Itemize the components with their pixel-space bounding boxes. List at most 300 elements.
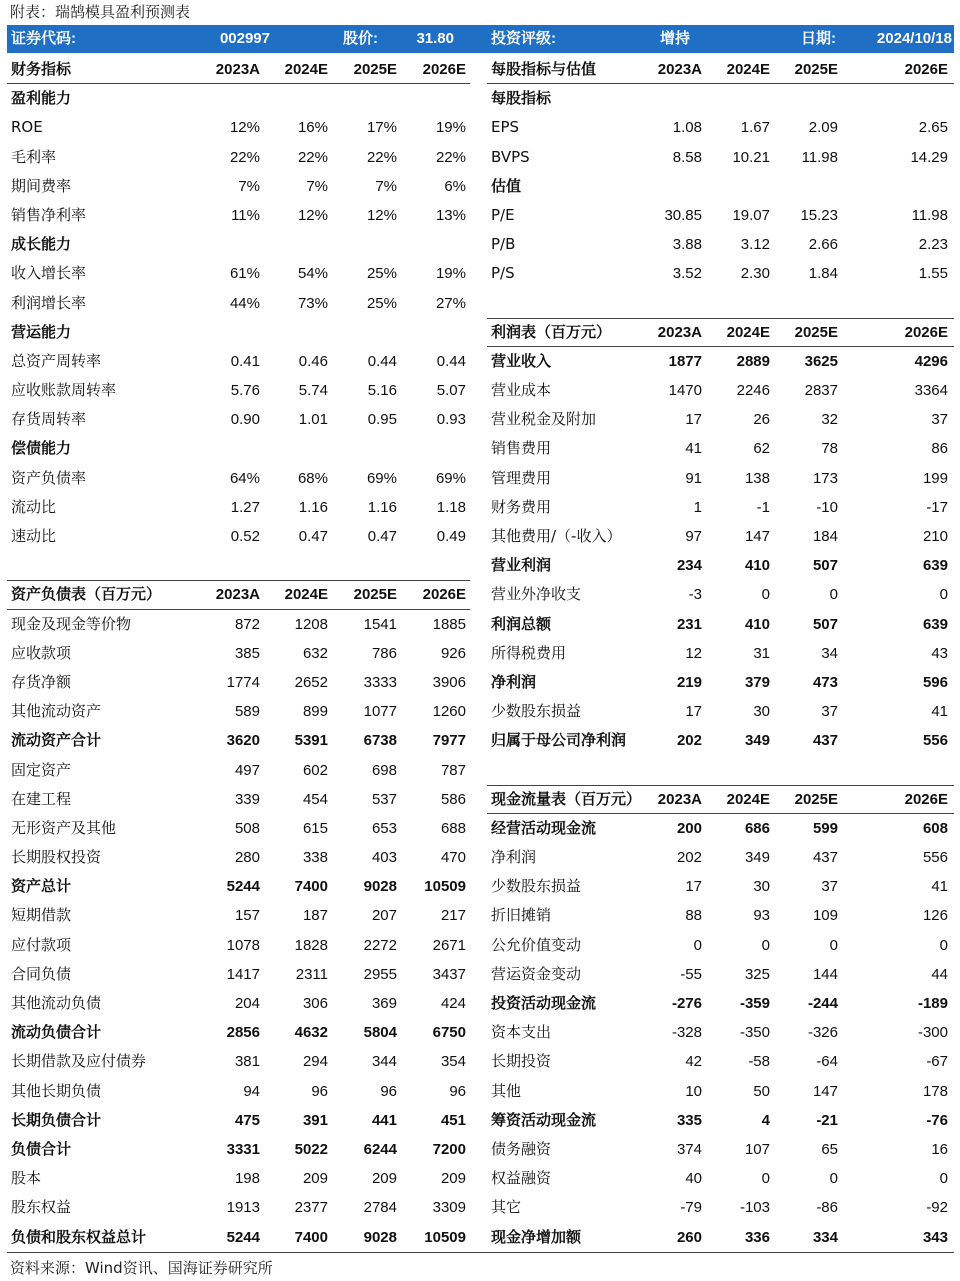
- row-value: 599: [812, 819, 838, 837]
- row-label: 无形资产及其他: [11, 818, 117, 837]
- row-label: 在建工程: [11, 789, 72, 808]
- row-value: 586: [440, 790, 466, 808]
- row-value: 11.98: [911, 206, 948, 224]
- row-value: 11%: [231, 206, 260, 224]
- row-value: 219: [676, 673, 702, 691]
- table-row: [487, 1047, 954, 1076]
- summary-bar: [7, 25, 954, 53]
- table-row: [487, 872, 954, 901]
- spacer-row: [7, 551, 470, 580]
- row-label: 负债和股东权益总计: [11, 1227, 147, 1246]
- row-value: 97: [685, 528, 702, 545]
- row-label: 现金及现金等价物: [11, 614, 132, 633]
- row-value: 8.58: [672, 148, 702, 166]
- row-value: 507: [812, 615, 838, 633]
- row-value: -300: [917, 1024, 948, 1042]
- row-value: 2272: [363, 936, 397, 954]
- table-row: [7, 697, 470, 726]
- price-label: 股价:: [343, 30, 378, 47]
- row-value: -244: [807, 995, 838, 1012]
- row-value: 91: [685, 469, 702, 487]
- rating-label: 投资评级:: [491, 30, 556, 47]
- row-label: 总资产周转率: [11, 351, 102, 370]
- total-row: [7, 872, 470, 901]
- row-value: 1470: [668, 382, 702, 400]
- row-value: 50: [753, 1082, 770, 1100]
- row-label: 权益融资: [491, 1169, 552, 1188]
- row-value: 64%: [229, 469, 260, 487]
- row-value: 451: [440, 1111, 466, 1129]
- row-value: 5.76: [230, 382, 260, 400]
- table-row: [487, 1135, 954, 1164]
- row-value: 2784: [363, 1199, 397, 1217]
- row-value: 2025E: [794, 790, 838, 808]
- row-label: 收入增长率: [11, 264, 87, 283]
- row-value: -1: [756, 498, 770, 516]
- row-label: 应收款项: [11, 643, 72, 662]
- row-value: 11.98: [801, 148, 838, 166]
- row-value: 1541: [363, 615, 397, 633]
- row-label: 利润增长率: [11, 293, 87, 312]
- row-value: 2837: [804, 382, 838, 400]
- row-label: 合同负债: [11, 964, 72, 983]
- row-value: 3.12: [740, 236, 770, 254]
- row-value: 12%: [366, 206, 397, 224]
- table-row: [7, 931, 470, 960]
- row-value: 138: [744, 469, 770, 487]
- row-value: 0.90: [230, 411, 260, 429]
- row-label: 营运资金变动: [491, 964, 582, 983]
- row-value: 5022: [294, 1140, 328, 1158]
- row-value: 4296: [914, 352, 948, 370]
- row-value: 15.23: [800, 206, 838, 224]
- row-value: 615: [302, 819, 328, 837]
- row-value: 2024E: [726, 790, 770, 808]
- row-label: 筹资活动现金流: [491, 1110, 597, 1129]
- row-value: 22%: [229, 148, 260, 166]
- row-value: 69%: [366, 469, 397, 487]
- row-value: 19%: [435, 119, 466, 137]
- row-value: -86: [816, 1199, 838, 1217]
- row-value: 202: [676, 849, 702, 867]
- date-label: 日期:: [801, 30, 836, 47]
- row-label: 每股指标: [491, 89, 552, 108]
- row-value: 7200: [432, 1140, 466, 1158]
- row-value: 2955: [363, 965, 397, 983]
- row-value: 508: [234, 819, 260, 837]
- row-label: 其它: [491, 1198, 522, 1217]
- row-value: 10509: [424, 878, 466, 896]
- row-value: 1.67: [740, 119, 770, 137]
- table-header-row: [487, 318, 954, 347]
- row-value: 22%: [366, 148, 397, 166]
- row-value: 204: [234, 995, 260, 1012]
- row-value: 5244: [226, 878, 260, 896]
- row-value: 437: [812, 849, 838, 867]
- row-label: 财务指标: [11, 60, 72, 78]
- row-value: 608: [922, 819, 948, 837]
- row-value: 2652: [294, 673, 328, 691]
- section-row: [487, 172, 954, 201]
- table-header-row: [7, 580, 470, 609]
- row-value: -359: [739, 995, 770, 1012]
- row-value: 507: [812, 557, 838, 575]
- row-value: -67: [926, 1053, 948, 1071]
- row-value: 14.29: [910, 148, 948, 166]
- table-row: [487, 113, 954, 142]
- row-value: 40: [685, 1170, 702, 1188]
- row-value: 2.66: [808, 236, 838, 254]
- row-value: 872: [234, 615, 260, 633]
- row-label: 营运能力: [11, 322, 72, 341]
- total-row: [487, 814, 954, 843]
- row-value: 1: [693, 498, 702, 516]
- row-value: 4632: [294, 1024, 328, 1042]
- total-row: [7, 1223, 470, 1252]
- row-value: 54%: [297, 265, 328, 283]
- row-label: 债务融资: [491, 1139, 552, 1158]
- row-label: 营业成本: [491, 381, 552, 400]
- section-row: [487, 84, 954, 113]
- row-value: 10: [685, 1082, 702, 1100]
- row-value: 0: [829, 936, 838, 954]
- table-row: [487, 1193, 954, 1222]
- table-row: [487, 464, 954, 493]
- row-value: 1.55: [918, 265, 948, 283]
- row-value: 1.01: [298, 411, 328, 429]
- row-value: 25%: [366, 294, 397, 312]
- total-row: [487, 989, 954, 1018]
- row-value: 1.84: [808, 265, 838, 283]
- total-row: [7, 726, 470, 755]
- row-value: -58: [748, 1053, 770, 1071]
- row-value: 441: [371, 1111, 397, 1129]
- table-row: [487, 434, 954, 463]
- row-value: 2023A: [657, 323, 702, 341]
- row-label: 固定资产: [11, 760, 72, 779]
- row-label: 长期借款及应付债券: [11, 1052, 147, 1071]
- row-value: 17: [685, 411, 702, 429]
- row-value: -21: [816, 1111, 838, 1129]
- row-value: 199: [922, 469, 948, 487]
- row-value: 0.47: [367, 528, 397, 545]
- row-label: 投资活动现金流: [491, 994, 597, 1012]
- row-value: 473: [812, 673, 838, 691]
- row-label: 折旧摊销: [491, 906, 552, 925]
- table-row: [7, 405, 470, 434]
- table-row: [7, 814, 470, 843]
- row-value: 22%: [435, 148, 466, 166]
- row-value: 0: [939, 586, 948, 604]
- row-value: 391: [302, 1111, 328, 1129]
- row-label: 负债合计: [11, 1139, 72, 1158]
- row-value: 7400: [294, 1228, 328, 1246]
- row-value: 369: [371, 995, 397, 1012]
- row-label: P/S: [491, 264, 515, 283]
- row-label: 存货周转率: [11, 410, 87, 429]
- row-value: 294: [302, 1053, 328, 1071]
- row-label: 其他: [491, 1081, 522, 1100]
- row-value: 0: [761, 936, 770, 954]
- row-value: -17: [926, 498, 948, 516]
- row-label: ROE: [11, 118, 43, 137]
- row-value: 639: [922, 557, 948, 575]
- bottom-rule: [7, 1252, 954, 1253]
- row-value: 65: [821, 1140, 838, 1158]
- table-row: [7, 493, 470, 522]
- row-label: 股东权益: [11, 1198, 72, 1217]
- row-value: 234: [676, 557, 702, 575]
- row-label: 利润表（百万元）: [491, 322, 612, 341]
- row-value: 12%: [229, 119, 260, 137]
- row-value: 1913: [226, 1199, 260, 1217]
- row-label: 资产负债表（百万元）: [11, 585, 162, 604]
- row-label: 其他流动资产: [11, 702, 102, 721]
- row-label: 流动比: [11, 497, 57, 516]
- row-value: 2026E: [904, 61, 948, 78]
- row-value: 26: [753, 411, 770, 429]
- row-value: 334: [812, 1228, 838, 1246]
- row-value: 78: [821, 440, 838, 458]
- row-value: 5.07: [436, 382, 466, 400]
- table-row: [7, 172, 470, 201]
- row-value: 5244: [226, 1228, 260, 1246]
- date-value: 2024/10/18: [876, 30, 952, 47]
- table-row: [7, 376, 470, 405]
- row-label: 盈利能力: [11, 89, 72, 108]
- section-row: [7, 84, 470, 113]
- table-row: [487, 522, 954, 551]
- row-value: 44%: [229, 294, 260, 312]
- row-value: 424: [440, 995, 466, 1012]
- row-value: 0.44: [367, 352, 397, 370]
- row-value: 786: [371, 644, 397, 662]
- row-label: 经营活动现金流: [491, 818, 597, 837]
- row-value: 0: [761, 1170, 770, 1188]
- table-row: [487, 697, 954, 726]
- row-label: 利润总额: [491, 614, 552, 633]
- table-row: [487, 931, 954, 960]
- total-row: [7, 1135, 470, 1164]
- row-value: 0.93: [436, 411, 466, 429]
- row-value: 0.44: [436, 352, 466, 370]
- row-value: 2856: [226, 1024, 260, 1042]
- row-value: 354: [440, 1053, 466, 1071]
- row-value: 2026E: [422, 61, 466, 78]
- row-value: 17%: [366, 119, 397, 137]
- row-value: 86: [931, 440, 948, 458]
- table-row: [487, 230, 954, 259]
- table-row: [7, 1164, 470, 1193]
- row-label: 每股指标与估值: [491, 60, 597, 78]
- table-row: [487, 901, 954, 930]
- row-label: 短期借款: [11, 906, 72, 925]
- row-label: 应收账款周转率: [11, 381, 117, 400]
- row-label: 流动负债合计: [11, 1023, 102, 1042]
- row-label: 毛利率: [11, 147, 57, 166]
- section-row: [7, 434, 470, 463]
- row-value: 109: [812, 907, 838, 925]
- row-value: 107: [744, 1140, 770, 1158]
- total-row: [487, 668, 954, 697]
- row-label: 应付款项: [11, 935, 72, 954]
- row-label: 公允价值变动: [491, 935, 582, 954]
- row-value: 25%: [366, 265, 397, 283]
- table-row: [7, 901, 470, 930]
- row-value: 37: [821, 878, 838, 896]
- row-label: 其他费用/（-收入）: [491, 527, 622, 545]
- table-row: [7, 289, 470, 318]
- row-value: -76: [926, 1111, 948, 1129]
- table-row: [487, 1077, 954, 1106]
- table-row: [487, 843, 954, 872]
- table-row: [7, 668, 470, 697]
- row-value: 454: [302, 790, 328, 808]
- row-value: 686: [744, 819, 770, 837]
- row-label: 净利润: [491, 848, 537, 867]
- row-value: 30.85: [664, 206, 702, 224]
- row-value: 1.18: [436, 498, 466, 516]
- row-label: 销售费用: [491, 439, 552, 458]
- row-value: 343: [922, 1228, 948, 1246]
- row-value: 144: [812, 965, 838, 983]
- row-value: 0: [829, 1170, 838, 1188]
- row-value: 202: [676, 732, 702, 750]
- row-value: 22%: [297, 148, 328, 166]
- total-row: [487, 726, 954, 755]
- row-value: 126: [922, 907, 948, 925]
- row-value: 96: [380, 1082, 397, 1100]
- row-value: 184: [812, 528, 838, 545]
- row-value: 1417: [226, 965, 260, 983]
- row-value: 173: [812, 469, 838, 487]
- row-value: 1.27: [230, 498, 260, 516]
- row-value: 410: [744, 557, 770, 575]
- row-value: 0.46: [298, 352, 328, 370]
- table-row: [7, 960, 470, 989]
- row-value: 1077: [363, 703, 397, 721]
- row-value: -189: [917, 995, 948, 1012]
- row-value: 68%: [297, 469, 328, 487]
- row-value: 1078: [226, 936, 260, 954]
- row-value: 2671: [432, 936, 466, 954]
- row-value: 17: [685, 703, 702, 721]
- row-value: 556: [922, 732, 948, 750]
- row-label: 长期股权投资: [11, 848, 102, 867]
- row-value: 1.16: [298, 498, 328, 516]
- row-value: 0.95: [367, 411, 397, 429]
- row-label: 流动资产合计: [11, 731, 102, 750]
- row-value: 96: [311, 1082, 328, 1100]
- row-value: 12: [685, 644, 702, 662]
- row-value: 231: [676, 615, 702, 633]
- row-value: 30: [753, 703, 770, 721]
- total-row: [487, 1106, 954, 1135]
- total-row: [487, 347, 954, 376]
- row-value: 187: [302, 907, 328, 925]
- row-label: 营业利润: [491, 556, 552, 575]
- row-value: 7%: [238, 177, 260, 195]
- table-row: [7, 1047, 470, 1076]
- row-value: 42: [685, 1053, 702, 1071]
- row-value: 2024E: [284, 61, 328, 78]
- row-value: 3437: [432, 965, 466, 983]
- row-value: 2023A: [657, 790, 702, 808]
- row-label: 资产负债率: [11, 468, 87, 487]
- row-value: 537: [371, 790, 397, 808]
- row-value: 2.09: [808, 119, 838, 137]
- row-value: 280: [234, 849, 260, 867]
- row-value: 5.16: [367, 382, 397, 400]
- row-value: 344: [371, 1053, 397, 1071]
- row-value: 374: [676, 1140, 702, 1158]
- table-row: [487, 1018, 954, 1047]
- row-value: 17: [685, 878, 702, 896]
- table-row: [7, 610, 470, 639]
- table-header-row: [7, 55, 470, 84]
- row-value: 12%: [297, 206, 328, 224]
- table-row: [487, 639, 954, 668]
- table-row: [7, 989, 470, 1018]
- row-value: 16: [931, 1140, 948, 1158]
- row-value: 336: [744, 1228, 770, 1246]
- row-value: 3364: [914, 382, 948, 400]
- row-value: 653: [371, 819, 397, 837]
- row-value: 41: [685, 440, 702, 458]
- row-value: 0.52: [230, 528, 260, 545]
- row-value: -79: [680, 1199, 702, 1217]
- row-value: 27%: [435, 294, 466, 312]
- row-value: -92: [926, 1199, 948, 1217]
- row-value: 209: [440, 1170, 466, 1188]
- table-row: [487, 143, 954, 172]
- row-value: -103: [739, 1199, 770, 1217]
- total-row: [487, 1223, 954, 1252]
- row-value: 3625: [804, 352, 838, 370]
- row-value: 0: [829, 586, 838, 604]
- code-value: 002997: [219, 30, 270, 47]
- row-value: 1.16: [367, 498, 397, 516]
- row-value: 497: [234, 761, 260, 779]
- row-value: 2024E: [726, 323, 770, 341]
- row-value: 44: [931, 965, 948, 983]
- row-value: 639: [922, 615, 948, 633]
- row-value: 385: [234, 644, 260, 662]
- row-value: 9028: [363, 878, 397, 896]
- row-value: 3331: [226, 1140, 260, 1158]
- section-row: [7, 318, 470, 347]
- row-value: 325: [744, 965, 770, 983]
- row-value: 2.65: [918, 119, 948, 137]
- row-value: 0: [693, 936, 702, 954]
- table-row: [487, 405, 954, 434]
- table-row: [7, 347, 470, 376]
- row-value: 2377: [294, 1199, 328, 1217]
- row-value: 6244: [363, 1140, 397, 1158]
- row-value: 2024E: [726, 61, 770, 78]
- row-value: 41: [931, 878, 948, 896]
- row-label: 少数股东损益: [491, 877, 582, 896]
- total-row: [487, 610, 954, 639]
- row-value: 260: [676, 1228, 702, 1246]
- table-row: [7, 843, 470, 872]
- row-label: 成长能力: [11, 235, 72, 254]
- section-row: [7, 230, 470, 259]
- row-value: 37: [821, 703, 838, 721]
- row-value: 3.52: [672, 265, 702, 283]
- row-value: 0.41: [230, 352, 260, 370]
- row-value: 5.74: [298, 382, 328, 400]
